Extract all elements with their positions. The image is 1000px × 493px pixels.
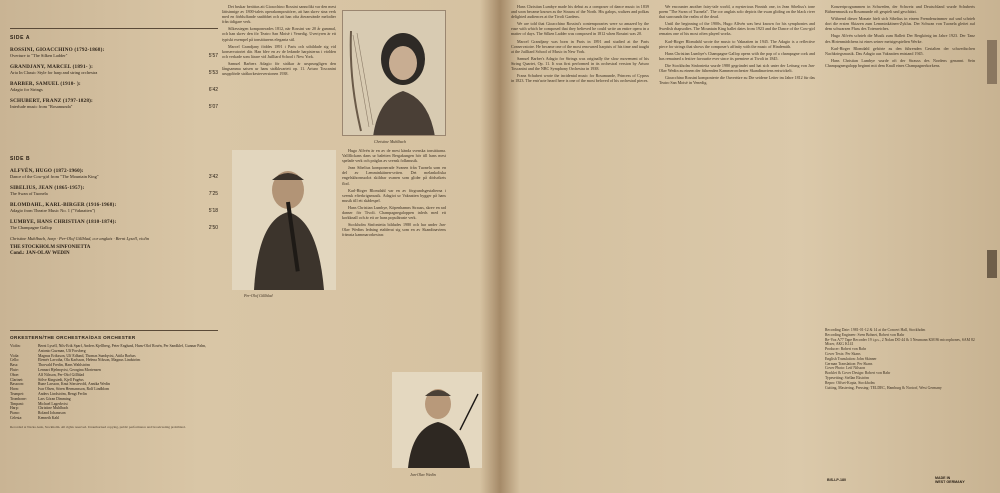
orchestra-row <box>10 344 218 354</box>
musician-names: Lennart Hjelmqvist, Georgina Mortensen <box>38 367 101 372</box>
essay-paragraph: Hugo Alfvén är en av de mest kända svenska tonsättarna. Vallflickans dans ur baletten Bergakungen hör till hans mest spelade verk och präglas av svensk folkmusik. <box>342 148 446 164</box>
instrument-label: Trombone: <box>10 396 27 401</box>
essay-paragraph: Silkesstegen komponerades 1812, när Rossini var 20 år gammal, och han skrev den för Teatro San Moisè i Venedig. Uvertyren är ett typiskt exempel på tonsättarens eleganta stil. <box>222 26 336 42</box>
track-composer: ALFVÉN, HUGO (1872-1960): <box>10 168 84 174</box>
essay-paragraph: Hugo Alfvén schrieb die Musik zum Ballett Der Bergkönig im Jahre 1923. Der Tanz des Hirtenmädchens ist eines seiner meistgespielten Werke. <box>825 33 975 44</box>
essay-column <box>825 4 975 322</box>
oboist-portrait-image <box>232 150 336 290</box>
track-duration: 6'42 <box>208 87 218 93</box>
instrument-label: Clarinet: <box>10 377 24 382</box>
credit-line: Cover Photo: Leif Nilsson <box>825 366 865 371</box>
track-work: Overture to "The Silken Ladder" <box>10 53 68 58</box>
instrument-label: Cello: <box>10 358 20 363</box>
musician-names: Lars Göran Dimming <box>38 396 71 401</box>
essay-paragraph: We are told that Gioacchino Rossini's contemporaries were so amazed by the ease with which he composed that they believed he could write an entire opera in a matter of days. The Silken Ladder was composed in 1812 when Rossini was 20. <box>511 21 649 37</box>
instrument-label: Celesta: <box>10 415 23 420</box>
tracklist <box>10 28 218 328</box>
harpist-portrait-image <box>343 11 446 136</box>
left-page <box>0 0 495 493</box>
page-tab-mark <box>987 40 997 84</box>
credit-line: Cutting, Mastering, Pressing: TELDEC, Hamburg & Nortorf, West Germany <box>825 385 942 390</box>
track-duration: 5'57 <box>208 53 218 59</box>
oboist-caption: Per-Olof Gillblad <box>244 293 273 298</box>
footnote: Recorded at Nacka Aula, Stockholm. All rights reserved. Unauthorised copying, public performance and broadcasting prohibited. <box>10 424 186 429</box>
track <box>10 168 218 180</box>
instrument-label: Violin: <box>10 344 21 348</box>
essay-paragraph: Marcel Grandjany was born in Paris in 1891 and studied at the Paris Conservatoire. He became one of the most renowned harpists of his time and taught at the Juilliard School of Music in New York. <box>511 38 649 54</box>
track <box>10 219 218 231</box>
instrument-label: Piano: <box>10 411 20 416</box>
track <box>10 64 218 76</box>
essay-paragraph: Karl-Birger Blomdahl gehörte zu den führenden Gestalten der schwedischen Nachkriegsmusik. Das Adagio aus Vaknatten entstand 1945. <box>825 45 975 56</box>
musician-names: Rune Larsson, Knut Sönstevold, Annika Wedin <box>38 382 110 387</box>
track-work: Adagio for Strings <box>10 87 43 92</box>
track <box>10 81 218 93</box>
track-duration: 5'18 <box>208 208 218 214</box>
track-composer: ROSSINI, GIOACCHINO (1792-1868): <box>10 47 105 53</box>
instrument-label: Harp: <box>10 406 19 411</box>
track-duration: 5'53 <box>208 70 218 76</box>
track-composer: SCHUBERT, FRANZ (1797-1828): <box>10 98 93 104</box>
page-tab-mark <box>987 250 997 278</box>
track-work: Aria In Classic Style for harp and string orchestra <box>10 70 98 75</box>
essay-column <box>511 4 649 490</box>
conductor-name: Cond.: JAN-OLAV WEDIN <box>10 251 70 257</box>
essay-paragraph: Konzertprogrammen in Schweden, der Schweiz und Deutschland wurde Schuberts Bühnenmusik zu Rosamunde oft gespielt und geschätzt. <box>825 4 975 15</box>
credit-line: Booklet & Cover Design: Robert von Bahr <box>825 371 891 376</box>
musician-names: Magnus Eriksson, Ulf Edlund, Thomas Sundqvist, Attila Borbas <box>38 353 136 358</box>
musician-names: Sölve Kingstedt, Kjell Fagéus <box>38 377 84 382</box>
essay-paragraph: Karl-Birger Blomdahl var en av förgrundsgestalterna i svensk efterkrigsmusik. Adagiot ur Vaknatten bygger på hans musik till ett skådespel. <box>342 187 446 203</box>
instrument-label: Trumpet: <box>10 391 24 396</box>
musician-names: Ivar Olsen, Sören Hermansson, Rolf Lindblom <box>38 387 110 392</box>
track-duration: 7'25 <box>208 191 218 197</box>
side-b-label: SIDE B <box>10 156 31 162</box>
track-work: Dance of the Cow-girl from "The Mountain King" <box>10 174 99 179</box>
track-composer: BARBER, SAMUEL (1910- ): <box>10 81 81 87</box>
orchestra-row <box>10 416 218 421</box>
track-composer: LUMBYE, HANS CHRISTIAN (1810-1874): <box>10 219 117 225</box>
credit-line: Re-Vox A77 Tape Recorder 19 i.p.s., 2 Nolan DO 44 & 3 Neumann KM 86 microphones, SAM 82 Mixer, AKG K141 <box>825 337 975 347</box>
instrument-label: Oboe: <box>10 372 20 377</box>
essay-paragraph: Jean Sibelius komponerade Svanen från Tuonela som en del av Lemminkäinen-sviten. Det melankoliska engelskhornssolot skildrar svanen som glider på dödsrikets flod. <box>342 165 446 186</box>
essay-paragraph: Während dieser Monate hielt sich Sibelius in einem Fremdenzimmer auf und schrieb dort die ersten Skizzen zum Lemminkäinen-Zyklus. Der Schwan von Tuonela gleitet auf dem schwarzen Fluss des Totenreiches. <box>825 16 975 32</box>
musician-names: Elemér Lavotha, Ola Karlsson, Helena Nilsson, Magnus Lindström <box>38 358 141 363</box>
track-composer: GRANDJANY, MARCEL (1891- ): <box>10 64 94 70</box>
essay-paragraph: Hans Christian Lumbye wurde oft der Strauss des Nordens genannt. Sein Champagnergalopp beginnt mit dem Knall eines Champagnerkorkens. <box>825 57 975 68</box>
essay-paragraph: Marcel Grandjany föddes 1891 i Paris och utbildade sig vid konservatoriet där. Han blev en av de ledande harpisterna i världen och verkade som lärare vid Juilliard School i New York. <box>222 43 336 59</box>
credit-line: Recording Engineer: Sven Bohnet, Robert von Bahr <box>825 332 905 337</box>
credit-line: German Translation: Per Skans <box>825 361 873 366</box>
instrument-label: Horn: <box>10 387 19 392</box>
instrument-label: Flute: <box>10 367 19 372</box>
track-composer: SIBELIUS, JEAN (1865-1957): <box>10 185 85 191</box>
track <box>10 47 218 59</box>
essay-paragraph: Hans Christian Lumbye made his debut as a composer of dance music in 1839 and soon became known as the Strauss of the North. His galops, waltzes and polkas delighted audiences at the Tivoli Gardens. <box>511 4 649 20</box>
track <box>10 98 218 110</box>
musician-names: Alf Nilsson, Per-Olof Gillblad <box>38 372 85 377</box>
credit-line: English Translation: John Skinner <box>825 356 877 361</box>
oboist-photo <box>232 150 336 290</box>
ensemble-name: THE STOCKHOLM SINFONIETTA <box>10 245 91 251</box>
track-composer: BLOMDAHL, KARL-BIRGER (1916-1968): <box>10 202 117 208</box>
musician-names: Thorvald Fredin, Hans Wahlström <box>38 363 90 368</box>
musician-names: Christine Muhlbach <box>38 406 69 411</box>
essay-paragraph: Gioacchino Rossini komponierte die Ouvertüre zu Die seidene Leiter im Jahre 1812 für das Teatro San Moisè in Venedig. <box>659 75 815 86</box>
credit-line: Repro: Offset-Kopia, Stockholm <box>825 380 875 385</box>
musician-names: Bernt Lysell, Nils-Erik Sparf, Anders Kjellberg, Peter Englund, Hans-Olof Rosén, Per Sandklef, Gunnar Palm, Antonio Guzman, Ulf Forsberg <box>38 344 207 353</box>
track-work: Adagio from Theatre Music No. 1 ("Vaknatten") <box>10 208 96 213</box>
track <box>10 202 218 214</box>
credit-line: Producer: Robert von Bahr <box>825 347 867 352</box>
essay-paragraph: Hans Christian Lumbye, Köpenhamns Strauss, skrev en rad danser för Tivoli. Champagnegaloppen inleds med ett korkknall och är ett av hans populäraste verk. <box>342 204 446 221</box>
track-duration: 3'42 <box>208 174 218 180</box>
track-duration: 2'50 <box>208 225 218 231</box>
track-duration: 5'07 <box>208 104 218 110</box>
musician-names: Anders Lindström, Bengt Ferlin <box>38 391 87 396</box>
credit-line: Typesetting: Stellan Ekström <box>825 375 870 380</box>
side-a-label: SIDE A <box>10 35 31 41</box>
made-in-label: MADE IN WEST GERMANY <box>935 476 965 485</box>
orchestra-list <box>10 344 218 421</box>
orchestra-title: ORKESTERN/THE ORCHESTRA/DAS ORCHESTER <box>10 335 136 340</box>
track-work: Interlude music from "Rosamunda" <box>10 104 73 109</box>
instrument-label: Timpani: <box>10 401 24 406</box>
conductor-photo <box>392 372 482 468</box>
soloists: Christine Muhlbach, harp · Per-Olof Gillblad, cor anglais · Bernt Lysell, violin <box>10 236 150 241</box>
track <box>10 185 218 197</box>
essay-paragraph: Det brukar berättas att Gioacchino Rossini sannolikt var den mest lättsinnige av 1800-talets operakompositörer, att han skrev sina verk med en förbluffande snabbhet och att han ofta återanvände melodier från tidigare verk. <box>222 4 336 25</box>
instrument-label: Bass: <box>10 363 19 368</box>
instrument-label: Bassoon: <box>10 382 24 387</box>
conductor-caption: Jan-Olav Wedin <box>410 472 436 477</box>
track-work: The Champagne Gallop <box>10 225 52 230</box>
musician-names: Michael Lagerkvist <box>38 401 68 406</box>
musician-names: Kenneth Kahl <box>38 415 60 420</box>
credit-line: Cover Texts: Per Skans <box>825 351 861 356</box>
orchestra-roster <box>10 330 218 490</box>
conductor-portrait-image <box>392 372 482 468</box>
essay-paragraph: Karl-Birger Blomdahl wrote the music to Vaknatten in 1945. The Adagio is a reflective piece for strings that shows the composer's affinity with the music of Hindemith. <box>659 38 815 49</box>
essay-paragraph: Samuel Barbers Adagio för stråkar är ursprungligen den långsamma satsen ur hans stråkkvartett op. 11. Arturo Toscanini uruppförde stråkorkesterversionen 1938. <box>222 60 336 77</box>
essay-paragraph: Stockholm Sinfonietta bildades 1980 och har under Jan-Olav Wedins ledning etablerat sig som en av Skandinaviens främsta kammarorkestrar. <box>342 222 446 238</box>
instrument-label: Viola: <box>10 353 20 358</box>
essay-paragraph: Franz Schubert wrote the incidental music for Rosamunde, Princess of Cyprus in 1823. The entr'acte heard here is one of the most beloved of his orchestral pieces. <box>511 73 649 84</box>
essay-paragraph: Samuel Barber's Adagio for Strings was originally the slow movement of his String Quartet, Op. 11. It was first performed in its orchestral version by Arturo Toscanini and the NBC Symphony Orchestra in 1938. <box>511 55 649 72</box>
right-page <box>505 0 1000 493</box>
harpist-photo <box>342 10 446 136</box>
essay-paragraph: We encounter another fairy-tale world, a mysterious Finnish one, in Jean Sibelius's tone poem "The Swan of Tuonela". The cor anglais solo depicts the swan gliding on the black river that surrounds the realm of the dead. <box>659 4 815 20</box>
catalog-number: BIS-LP-180 <box>827 478 846 482</box>
recording-credits <box>825 328 975 390</box>
essay-column <box>659 4 815 490</box>
musician-names: Roland Johansson <box>38 411 66 416</box>
track-work: The Swan of Tuonela <box>10 191 48 196</box>
harpist-caption: Christine Muhlbach <box>374 139 407 144</box>
credit-line: Recording Date: 1981-01-12 & 14 at the Concert Hall, Stockholm <box>825 328 926 332</box>
essay-paragraph: Hans Christian Lumbye's Champagne Gallop opens with the pop of a champagne cork and has remained a festive favourite ever since its premiere at Tivoli in 1845. <box>659 50 815 61</box>
essay-paragraph: Die Stockholm Sinfonietta wurde 1980 gegründet und hat sich unter der Leitung von Jan-Olav Wedin zu einem der führenden Kammerorchester Skandinaviens entwickelt. <box>659 62 815 74</box>
essay-paragraph: Until the beginning of the 1900s, Hugo Alfvén was best known for his symphonies and Swedish rhapsodies. The Mountain King ballet dates from 1923 and the Dance of the Cow-girl remains one of his most often played works. <box>659 21 815 37</box>
